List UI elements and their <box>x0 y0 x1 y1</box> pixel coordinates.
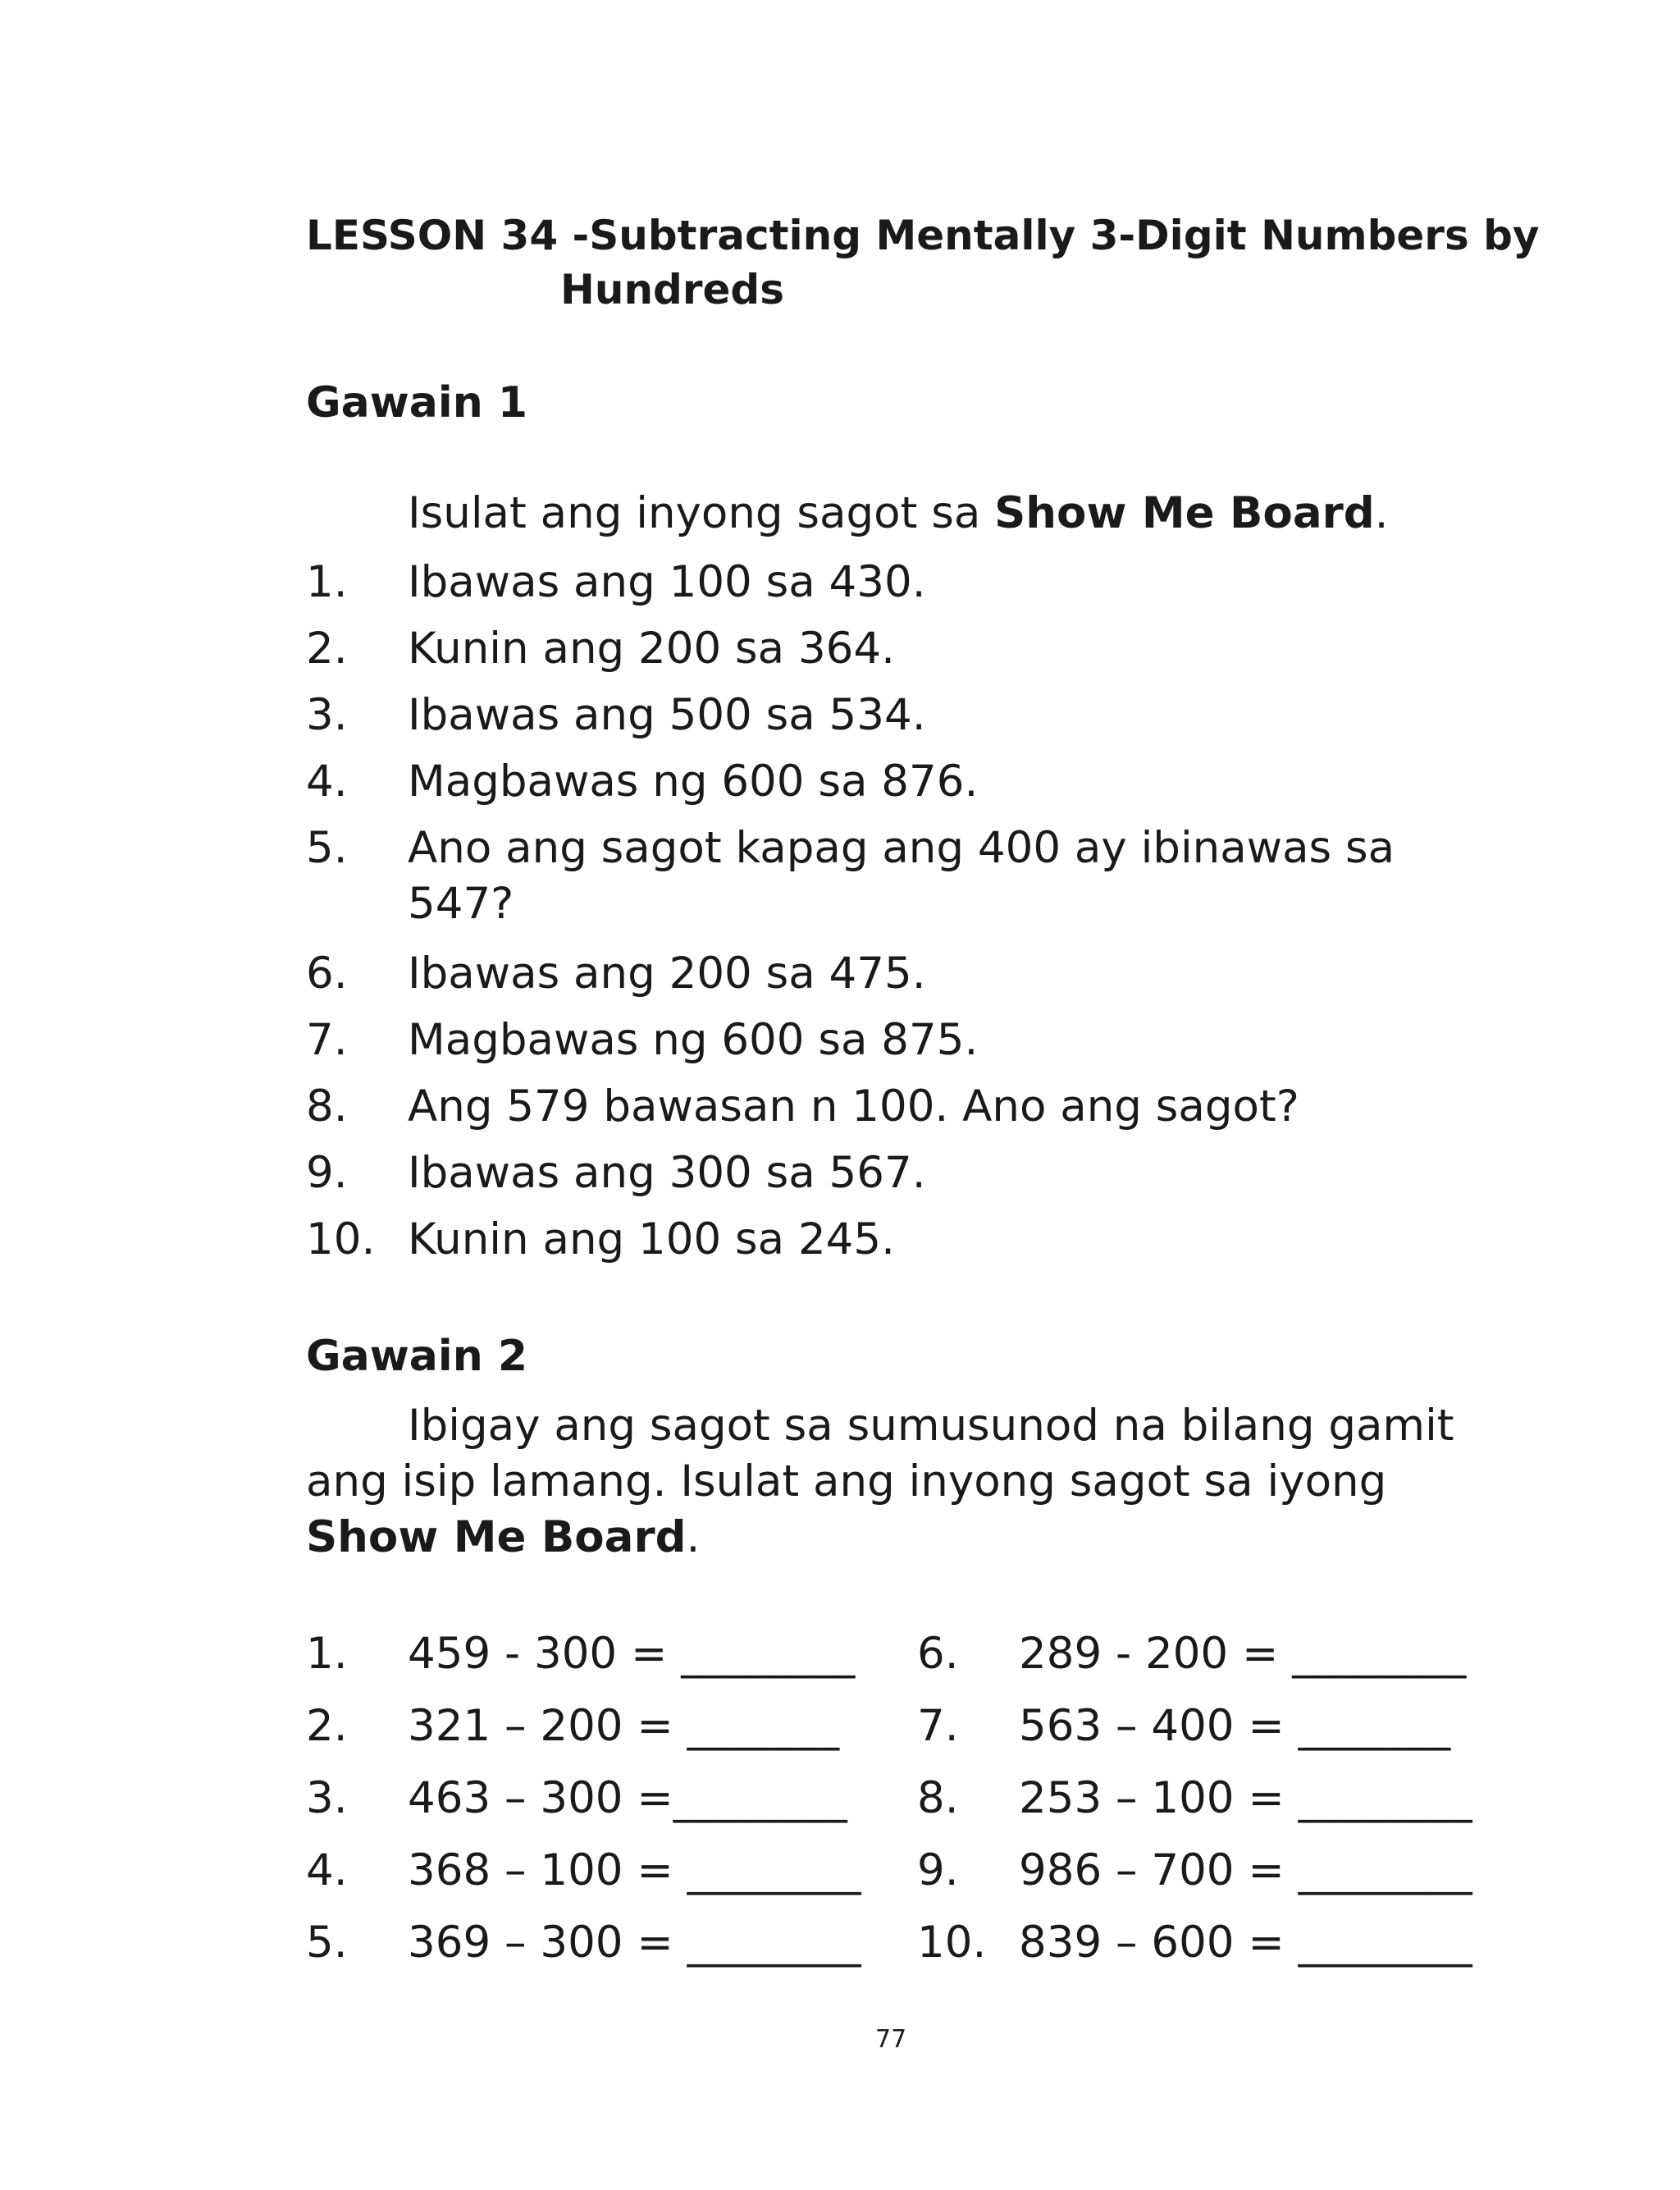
problem-number: 5. <box>306 1918 348 1968</box>
item-number: 9. <box>306 1148 348 1198</box>
gawain1-instruction-text: Isulat ang inyong sagot sa <box>408 488 995 538</box>
gawain2-heading: Gawain 2 <box>306 1332 528 1381</box>
problem-text: 289 - 200 = ________ <box>1019 1629 1467 1679</box>
item-number: 7. <box>306 1015 348 1065</box>
item-text: Ano ang sagot kapag ang 400 ay ibinawas sa <box>408 823 1395 873</box>
lesson-title-line2: Hundreds <box>560 266 784 313</box>
item-number: 3. <box>306 690 348 740</box>
problem-number: 9. <box>917 1845 959 1895</box>
item-number: 4. <box>306 757 348 807</box>
problem-number: 3. <box>306 1773 348 1823</box>
problem-text: 463 – 300 =________ <box>408 1773 847 1823</box>
item-text: Kunin ang 100 sa 245. <box>408 1214 895 1264</box>
item-text: Ang 579 bawasan n 100. Ano ang sagot? <box>408 1081 1299 1132</box>
item-number: 8. <box>306 1081 348 1132</box>
problem-number: 1. <box>306 1629 348 1679</box>
gawain2-instruction-line3 <box>306 1510 700 1566</box>
page-number: 77 <box>875 2025 907 2054</box>
problem-text: 839 – 600 = ________ <box>1019 1918 1472 1968</box>
item-number: 5. <box>306 823 348 873</box>
problem-number: 6. <box>917 1629 959 1679</box>
item-text: Magbawas ng 600 sa 875. <box>408 1015 979 1065</box>
gawain1-instruction-suffix: . <box>1374 488 1389 538</box>
problem-text: 369 – 300 = ________ <box>408 1918 861 1968</box>
problem-number: 8. <box>917 1773 959 1823</box>
problem-text: 459 - 300 = ________ <box>408 1629 856 1679</box>
item-text: Ibawas ang 100 sa 430. <box>408 557 926 607</box>
gawain2-instruction-bold: Show Me Board <box>306 1512 687 1562</box>
item-text: Ibawas ang 200 sa 475. <box>408 949 926 999</box>
item-number: 6. <box>306 949 348 999</box>
item-number: 10. <box>306 1214 376 1264</box>
gawain1-heading: Gawain 1 <box>306 378 528 427</box>
problem-number: 4. <box>306 1845 348 1895</box>
item-text: Kunin ang 200 sa 364. <box>408 624 895 674</box>
item-text: Ibawas ang 500 sa 534. <box>408 690 926 740</box>
item-number: 1. <box>306 557 348 607</box>
item-text: Ibawas ang 300 sa 567. <box>408 1148 926 1198</box>
problem-text: 253 – 100 = ________ <box>1019 1773 1472 1823</box>
lesson-title-line1: LESSON 34 -Subtracting Mentally 3-Digit Numbers by <box>306 212 1540 259</box>
gawain2-instruction-line2: ang isip lamang. Isulat ang inyong sagot sa iyong <box>306 1456 1387 1506</box>
problem-text: 321 – 200 = _______ <box>408 1701 840 1751</box>
gawain2-instruction-line1: Ibigay ang sagot sa sumusunod na bilang gamit <box>408 1401 1454 1451</box>
gawain1-instruction <box>408 486 1389 542</box>
problem-number: 2. <box>306 1701 348 1751</box>
gawain1-instruction-bold: Show Me Board <box>994 488 1375 538</box>
item-text: Magbawas ng 600 sa 876. <box>408 757 979 807</box>
item-text-continued: 547? <box>408 879 514 929</box>
item-number: 2. <box>306 624 348 674</box>
problem-text: 986 – 700 = ________ <box>1019 1845 1472 1895</box>
problem-text: 563 – 400 = _______ <box>1019 1701 1451 1751</box>
problem-number: 7. <box>917 1701 959 1751</box>
gawain2-instruction-suffix: . <box>686 1512 701 1562</box>
problem-number: 10. <box>917 1918 987 1968</box>
problem-text: 368 – 100 = ________ <box>408 1845 861 1895</box>
